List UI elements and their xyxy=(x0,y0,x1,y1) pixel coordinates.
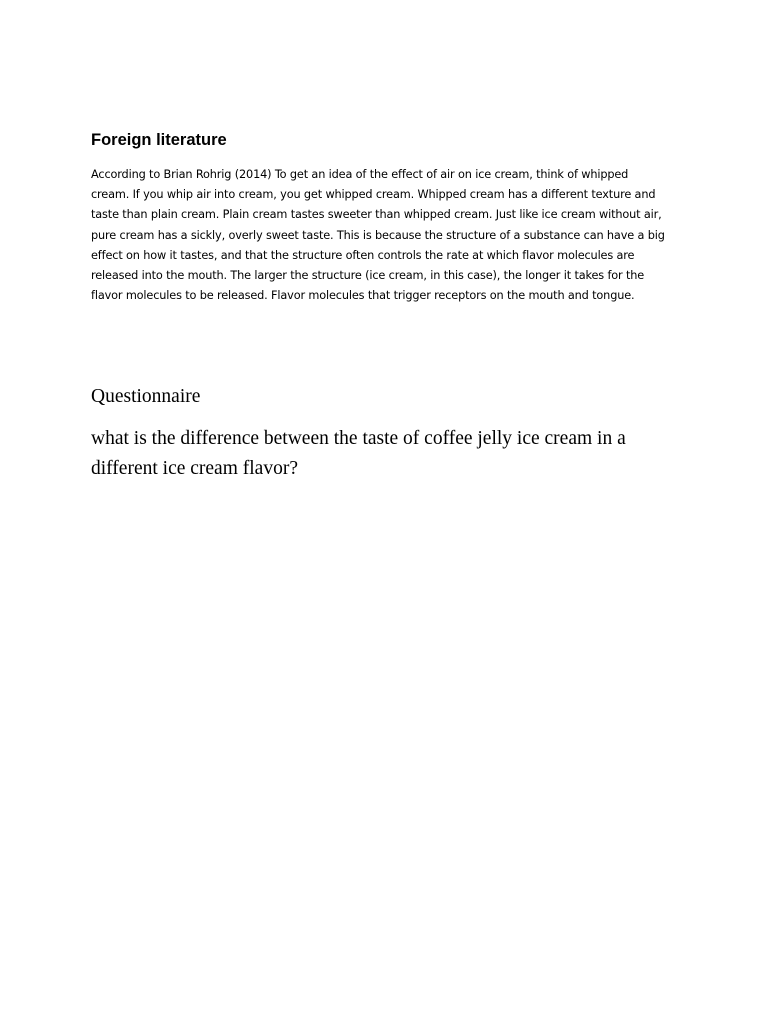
questionnaire-heading: Questionnaire xyxy=(91,386,201,407)
paragraph-line: pure cream has a sickly, overly sweet taste. This is because the structure of a substance can have a big xyxy=(91,228,665,242)
paragraph-line: taste than plain cream. Plain cream tastes sweeter than whipped cream. Just like ice cream without air, xyxy=(91,208,662,222)
question-line: what is the difference between the taste of coffee jelly ice cream in a xyxy=(91,428,626,449)
paragraph-line: effect on how it tastes, and that the structure often controls the rate at which flavor molecules are xyxy=(91,248,635,262)
question-text xyxy=(91,424,691,484)
literature-paragraph xyxy=(91,165,681,306)
question-line: different ice cream flavor? xyxy=(91,458,298,479)
section-heading: Foreign literature xyxy=(91,131,227,149)
paragraph-line: According to Brian Rohrig (2014) To get an idea of the effect of air on ice cream, think of whipped xyxy=(91,168,629,181)
paragraph-line: flavor molecules to be released. Flavor molecules that trigger receptors on the mouth and tongue. xyxy=(91,289,635,303)
paragraph-line: cream. If you whip air into cream, you get whipped cream. Whipped cream has a different texture and xyxy=(91,188,656,202)
paragraph-line: released into the mouth. The larger the structure (ice cream, in this case), the longer it takes for the xyxy=(91,269,645,283)
